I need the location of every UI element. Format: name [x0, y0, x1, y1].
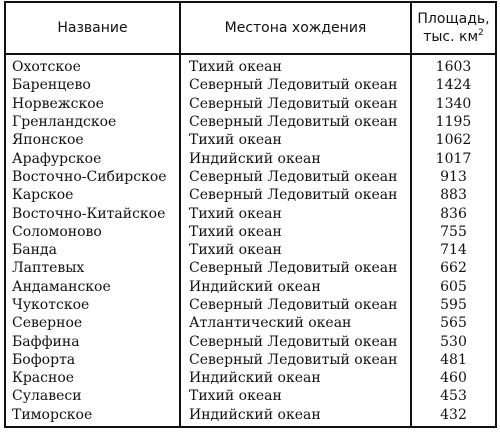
- table-row: [5, 259, 496, 277]
- sea-name-cell: Лаптевых: [5, 259, 180, 277]
- table-header: [5, 2, 496, 54]
- sea-area-cell: 836: [411, 204, 496, 222]
- table-row: [5, 278, 496, 296]
- table-row: [5, 168, 496, 186]
- table-row: [5, 387, 496, 405]
- sea-name-cell: Гренландское: [5, 113, 180, 131]
- sea-name-cell: Сулавеси: [5, 387, 180, 405]
- header-area-unit: тыс. км: [423, 29, 479, 45]
- table-row: [5, 149, 496, 167]
- sea-location-cell: Индийский океан: [180, 406, 411, 427]
- header-area-line1: Площадь,: [417, 11, 490, 27]
- sea-location-cell: Индийский океан: [180, 369, 411, 387]
- sea-area-cell: 565: [411, 314, 496, 332]
- sea-location-cell: Северный Ледовитый океан: [180, 351, 411, 369]
- sea-location-cell: Северный Ледовитый океан: [180, 113, 411, 131]
- table-row: [5, 54, 496, 76]
- sea-location-cell: Северный Ледовитый океан: [180, 296, 411, 314]
- table-row: [5, 241, 496, 259]
- sea-location-cell: Индийский океан: [180, 149, 411, 167]
- sea-name-cell: Норвежское: [5, 95, 180, 113]
- sea-area-cell: 481: [411, 351, 496, 369]
- sea-location-cell: Северный Ледовитый океан: [180, 168, 411, 186]
- sea-location-cell: Тихий океан: [180, 204, 411, 222]
- table-row: [5, 113, 496, 131]
- sea-location-cell: Индийский океан: [180, 278, 411, 296]
- table-row: [5, 204, 496, 222]
- sea-area-cell: 1017: [411, 149, 496, 167]
- sea-location-cell: Тихий океан: [180, 241, 411, 259]
- sea-name-cell: Восточно-Китайское: [5, 204, 180, 222]
- sea-area-cell: 595: [411, 296, 496, 314]
- sea-name-cell: Андаманское: [5, 278, 180, 296]
- sea-area-cell: 714: [411, 241, 496, 259]
- sea-location-cell: Тихий океан: [180, 54, 411, 76]
- table-row: [5, 131, 496, 149]
- table-row: [5, 95, 496, 113]
- table-row: [5, 406, 496, 427]
- table-row: [5, 332, 496, 350]
- sea-name-cell: Баффина: [5, 332, 180, 350]
- sea-name-cell: Соломоново: [5, 223, 180, 241]
- sea-location-cell: Тихий океан: [180, 131, 411, 149]
- table-row: [5, 314, 496, 332]
- header-area-superscript: 2: [478, 28, 484, 38]
- sea-name-cell: Тиморское: [5, 406, 180, 427]
- header-row: [5, 2, 496, 54]
- sea-area-cell: 913: [411, 168, 496, 186]
- table-body: [5, 54, 496, 427]
- sea-area-cell: 530: [411, 332, 496, 350]
- sea-name-cell: Бофорта: [5, 351, 180, 369]
- sea-location-cell: Атлантический океан: [180, 314, 411, 332]
- sea-area-cell: 1062: [411, 131, 496, 149]
- sea-area-cell: 1195: [411, 113, 496, 131]
- table-row: [5, 369, 496, 387]
- sea-location-cell: Тихий океан: [180, 223, 411, 241]
- sea-location-cell: Северный Ледовитый океан: [180, 95, 411, 113]
- sea-name-cell: Карское: [5, 186, 180, 204]
- header-location: Местона хождения: [180, 2, 411, 54]
- table-row: [5, 296, 496, 314]
- header-name: Название: [5, 2, 180, 54]
- sea-name-cell: Банда: [5, 241, 180, 259]
- sea-location-cell: Северный Ледовитый океан: [180, 332, 411, 350]
- sea-area-cell: 883: [411, 186, 496, 204]
- sea-location-cell: Северный Ледовитый океан: [180, 76, 411, 94]
- sea-name-cell: Охотское: [5, 54, 180, 76]
- sea-area-cell: 605: [411, 278, 496, 296]
- header-area-line2: [414, 28, 493, 46]
- sea-name-cell: Северное: [5, 314, 180, 332]
- sea-name-cell: Баренцево: [5, 76, 180, 94]
- sea-area-cell: 1603: [411, 54, 496, 76]
- sea-area-cell: 453: [411, 387, 496, 405]
- sea-name-cell: Восточно-Сибирское: [5, 168, 180, 186]
- sea-location-cell: Северный Ледовитый океан: [180, 186, 411, 204]
- sea-location-cell: Северный Ледовитый океан: [180, 259, 411, 277]
- table-row: [5, 186, 496, 204]
- sea-area-cell: 662: [411, 259, 496, 277]
- sea-name-cell: Японское: [5, 131, 180, 149]
- sea-area-cell: 1340: [411, 95, 496, 113]
- sea-name-cell: Чукотское: [5, 296, 180, 314]
- table-row: [5, 223, 496, 241]
- sea-area-cell: 432: [411, 406, 496, 427]
- sea-name-cell: Красное: [5, 369, 180, 387]
- sea-location-cell: Тихий океан: [180, 387, 411, 405]
- table-row: [5, 76, 496, 94]
- table-row: [5, 351, 496, 369]
- header-area: [411, 2, 496, 54]
- sea-area-cell: 755: [411, 223, 496, 241]
- seas-table: [4, 1, 497, 428]
- sea-area-cell: 460: [411, 369, 496, 387]
- sea-name-cell: Арафурское: [5, 149, 180, 167]
- sea-area-cell: 1424: [411, 76, 496, 94]
